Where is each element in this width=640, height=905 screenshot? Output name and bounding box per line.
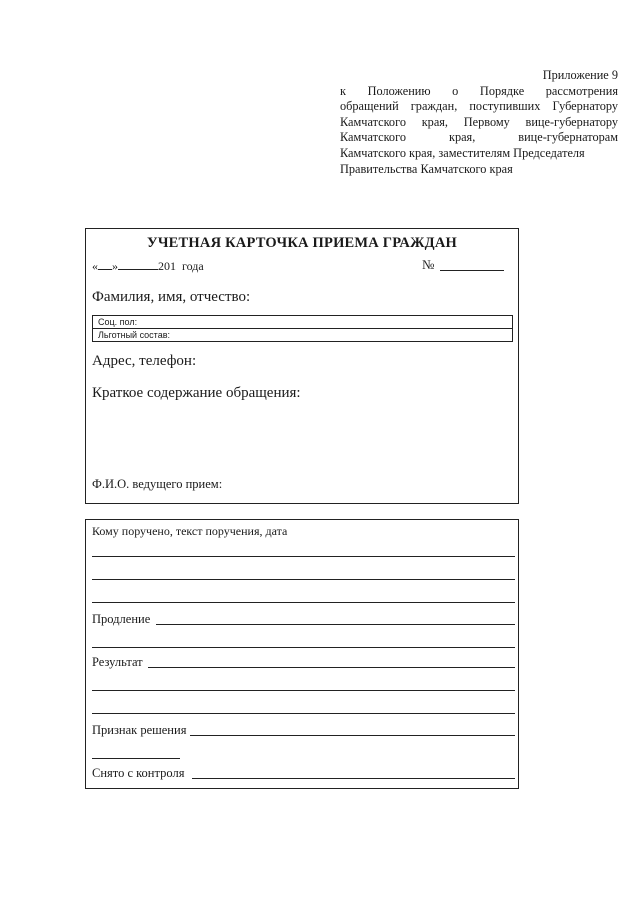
date-open-quote: « <box>92 259 98 273</box>
card-date <box>92 259 204 274</box>
removed-line[interactable] <box>192 778 515 779</box>
lead-label: Ф.И.О. ведущего прием: <box>92 477 223 491</box>
result-line-3[interactable] <box>92 713 515 714</box>
date-close-quote: » <box>112 259 118 273</box>
decision-line-2[interactable] <box>92 758 180 759</box>
date-suffix: года <box>182 259 204 273</box>
decision-label: Признак решения <box>92 723 187 737</box>
fio-label: Фамилия, имя, отчество: <box>92 289 251 305</box>
decision-line[interactable] <box>190 735 515 736</box>
number-label: № <box>422 257 435 272</box>
appendix-line-2: обращений граждан, поступивших Губернатору <box>340 99 618 114</box>
assignment-line-3[interactable] <box>92 602 515 603</box>
appendix-number: Приложение 9 <box>542 68 618 82</box>
social-box <box>92 315 513 342</box>
appendix-line-4: Камчатского края, вице-губернаторам <box>340 130 618 145</box>
benefits-label: Льготный состав: <box>98 330 170 340</box>
number-blank[interactable] <box>440 270 504 271</box>
appendix-line-3: Камчатского края, Первому вице-губернатору <box>340 114 618 129</box>
assignment-line-1[interactable] <box>92 556 515 557</box>
summary-label: Краткое содержание обращения: <box>92 385 301 401</box>
extension-label: Продление <box>92 612 151 626</box>
appendix-header <box>340 68 618 177</box>
soc-label: Соц. пол: <box>93 316 512 329</box>
result-line[interactable] <box>148 667 515 668</box>
date-year: 201 <box>158 259 176 273</box>
appendix-line-1: к Положению о Порядке рассмотрения <box>340 83 618 98</box>
assignment-line-2[interactable] <box>92 579 515 580</box>
extension-line[interactable] <box>156 624 515 625</box>
day-blank[interactable] <box>98 259 112 270</box>
assignment-heading: Кому поручено, текст поручения, дата <box>92 524 288 538</box>
result-line-2[interactable] <box>92 690 515 691</box>
appendix-line-6: Правительства Камчатского края <box>340 161 513 176</box>
assignment-card <box>85 519 519 789</box>
card-title: УЧЕТНАЯ КАРТОЧКА ПРИЕМА ГРАЖДАН <box>147 235 457 251</box>
address-label: Адрес, телефон: <box>92 353 197 369</box>
appendix-line-5: Камчатского края, заместителям Председателя <box>340 145 585 160</box>
month-blank[interactable] <box>118 259 158 270</box>
removed-label: Снято с контроля <box>92 766 185 780</box>
result-label: Результат <box>92 655 143 669</box>
extension-line-2[interactable] <box>92 647 515 648</box>
reception-card <box>85 228 519 504</box>
